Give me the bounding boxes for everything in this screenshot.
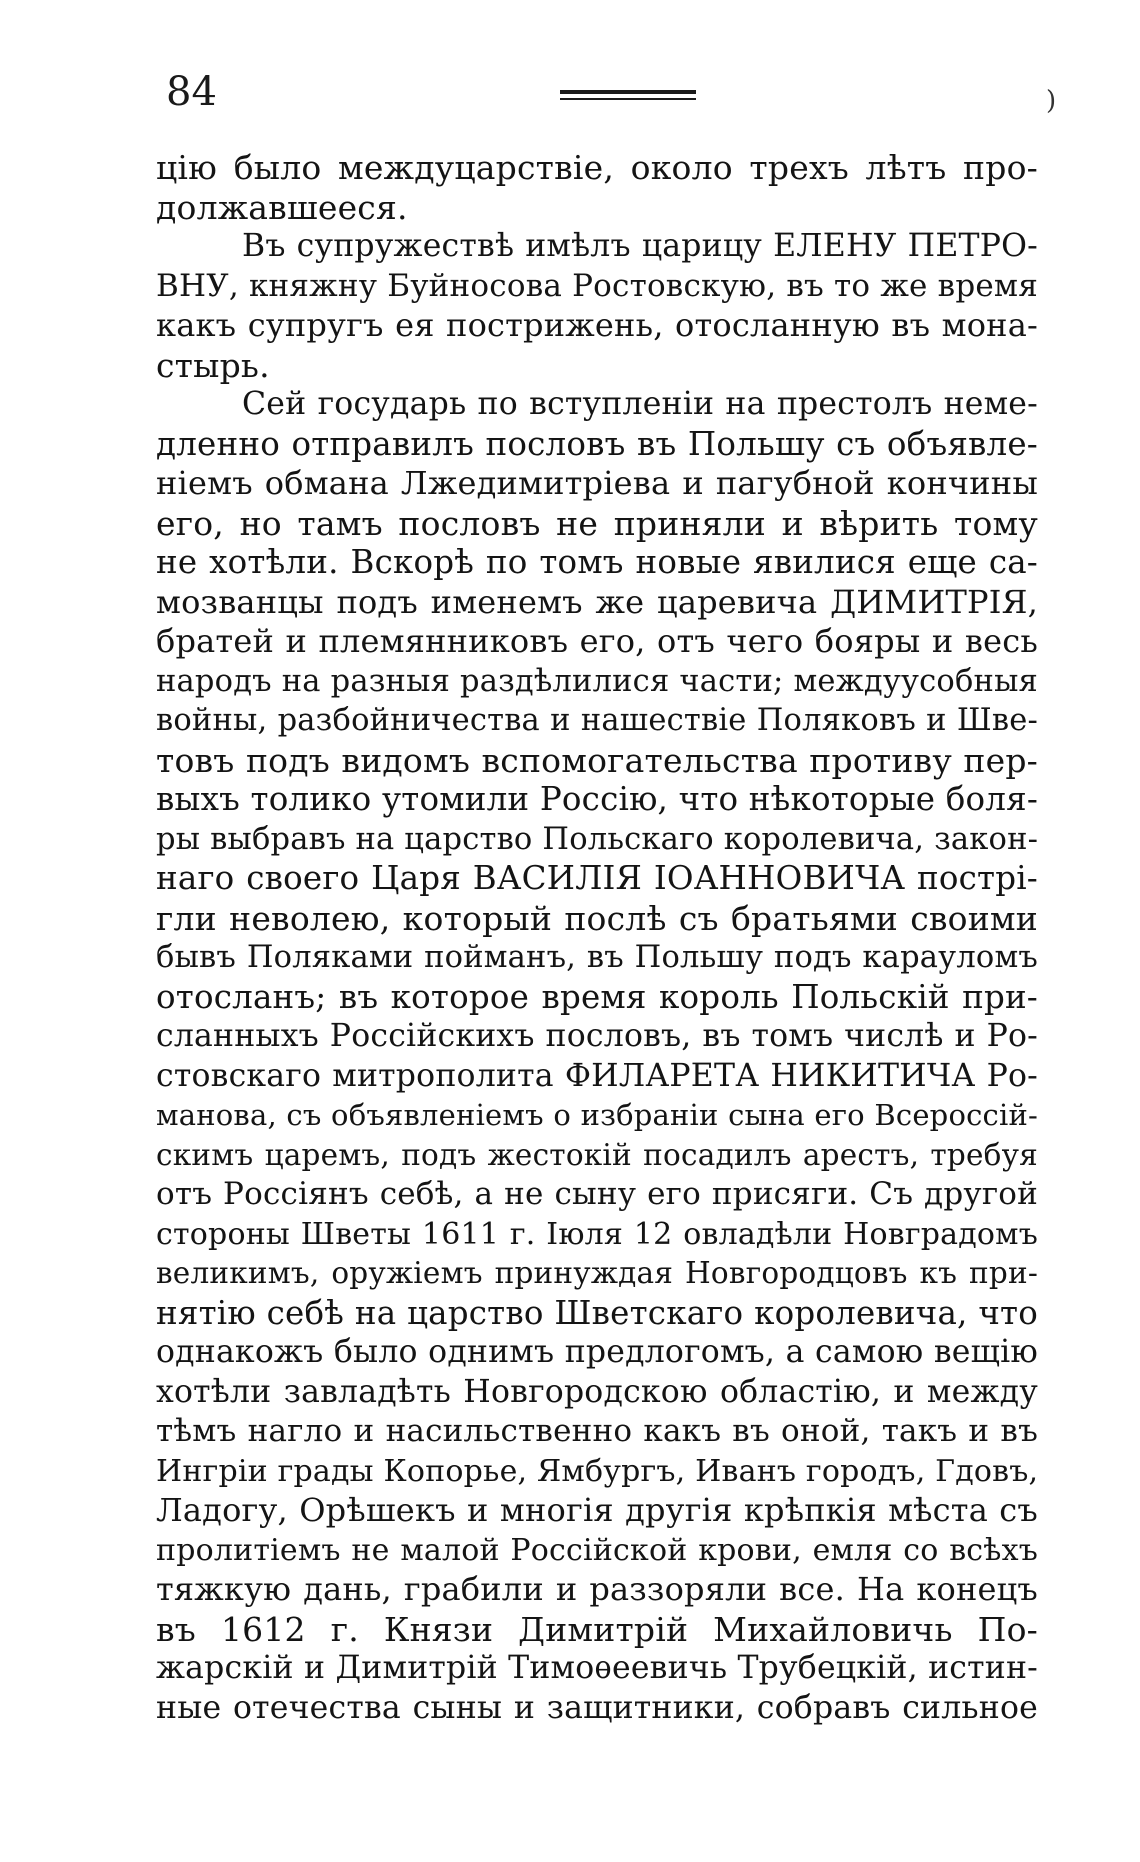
text-line: стырь.: [156, 345, 270, 385]
text-line: тяжкую дань, грабили и раззоряли все. На конецъ: [156, 1570, 1038, 1608]
corner-mark: ): [1046, 86, 1057, 116]
text-line: скимъ царемъ, подъ жестокій посадилъ арестъ, требуя: [156, 1137, 1038, 1172]
text-line: выхъ толико утомили Россію, что нѣкоторые боля-: [156, 780, 1038, 818]
text-line: Ладогу, Орѣшекъ и многія другія крѣпкія мѣста съ: [156, 1491, 1038, 1529]
text-line: стороны Шветы 1611 г. Іюля 12 овладѣли Новградомъ: [156, 1216, 1038, 1252]
text-line: мозванцы подъ именемъ же царевича ДИМИТРІЯ,: [156, 582, 1038, 621]
text-line: ВНУ, княжну Буйносова Ростовскую, въ то же время: [156, 267, 1038, 304]
text-line: войны, разбойничества и нашествіе Поляковъ и Шве-: [156, 703, 1038, 738]
text-line: великимъ, оружіемъ принуждая Новгородцовъ къ при-: [156, 1256, 1038, 1290]
text-line: ры выбравъ на царство Польскаго королевича, закон-: [156, 821, 1039, 857]
page-number: 84: [166, 69, 217, 115]
text-line: братей и племянниковъ его, отъ чего бояры и весь: [156, 622, 1038, 660]
text-line: жарскій и Димитрій Тимоѳеевичь Трубецкій, истин-: [156, 1650, 1038, 1686]
header-rule-thin: [560, 98, 696, 100]
text-line: какъ супругъ ея пострижень, отосланную въ мона-: [156, 306, 1038, 344]
text-line: тѣмъ нагло и насильственно какъ въ оной, такъ и въ: [156, 1413, 1038, 1449]
text-line: Въ супружествѣ имѣлъ царицу ЕЛЕНУ ПЕТРО-: [242, 228, 1038, 264]
text-line: гли неволею, который послѣ съ братьями своими: [156, 898, 1038, 938]
text-line: должавшееся.: [156, 187, 408, 227]
text-line: дленно отправилъ пословъ въ Польшу съ объявле-: [156, 424, 1038, 463]
header-rule-thick: [560, 90, 696, 94]
text-line: бывъ Поляками пойманъ, въ Польшу подъ карауломъ: [156, 940, 1038, 975]
text-line: стовскаго митрополита ФИЛАРЕТА НИКИТИЧА Ро-: [156, 1057, 1038, 1094]
text-line: цію было междуцарствіе, около трехъ лѣтъ про-: [156, 148, 1038, 187]
text-line: наго своего Царя ВАСИЛІЯ ІОАННОВИЧА пострі-: [156, 859, 1038, 897]
text-line: отосланъ; въ которое время король Польскій при-: [156, 977, 1038, 1016]
text-line: въ 1612 г. Князи Димитрій Михайловичь По-: [156, 1609, 1038, 1649]
text-line: нятію себѣ на царство Шветскаго королевича, что: [156, 1293, 1038, 1332]
text-line: пролитіемъ не малой Россійской крови, емля со всѣхъ: [156, 1532, 1038, 1568]
text-line: ные отечества сыны и защитники, собравъ сильное: [156, 1689, 1038, 1726]
text-line: сланныхъ Россійскихъ пословъ, въ томъ числѣ и Ро-: [156, 1018, 1038, 1054]
header-double-rule: [560, 90, 696, 100]
text-line: отъ Россіянъ себѣ, а не сыну его присяги. Съ другой: [156, 1176, 1038, 1212]
text-line: ніемъ обмана Лжедимитріева и пагубной кончины: [156, 464, 1038, 502]
body-text: [156, 148, 1038, 1728]
text-line: Ингріи грады Копорье, Ямбургъ, Иванъ городъ, Гдовъ,: [156, 1453, 1039, 1489]
text-line: Сей государь по вступленіи на престолъ неме-: [242, 386, 1038, 422]
text-line: его, но тамъ пословъ не приняли и вѣрить тому: [156, 503, 1038, 543]
text-line: не хотѣли. Вскорѣ по томъ новые явилися еще са-: [156, 543, 1038, 581]
text-line: манова, съ объявленіемъ о избраніи сына его Всероссій-: [156, 1098, 1038, 1132]
text-line: народъ на разныя раздѣлилися части; междуусобныя: [156, 663, 1038, 699]
text-line: однакожъ было однимъ предлогомъ, а самою вещію: [156, 1334, 1038, 1370]
text-line: хотѣли завладѣть Новгородскою областію, и между: [156, 1373, 1038, 1410]
text-line: товъ подъ видомъ вспомогательства противу пер-: [156, 740, 1038, 780]
